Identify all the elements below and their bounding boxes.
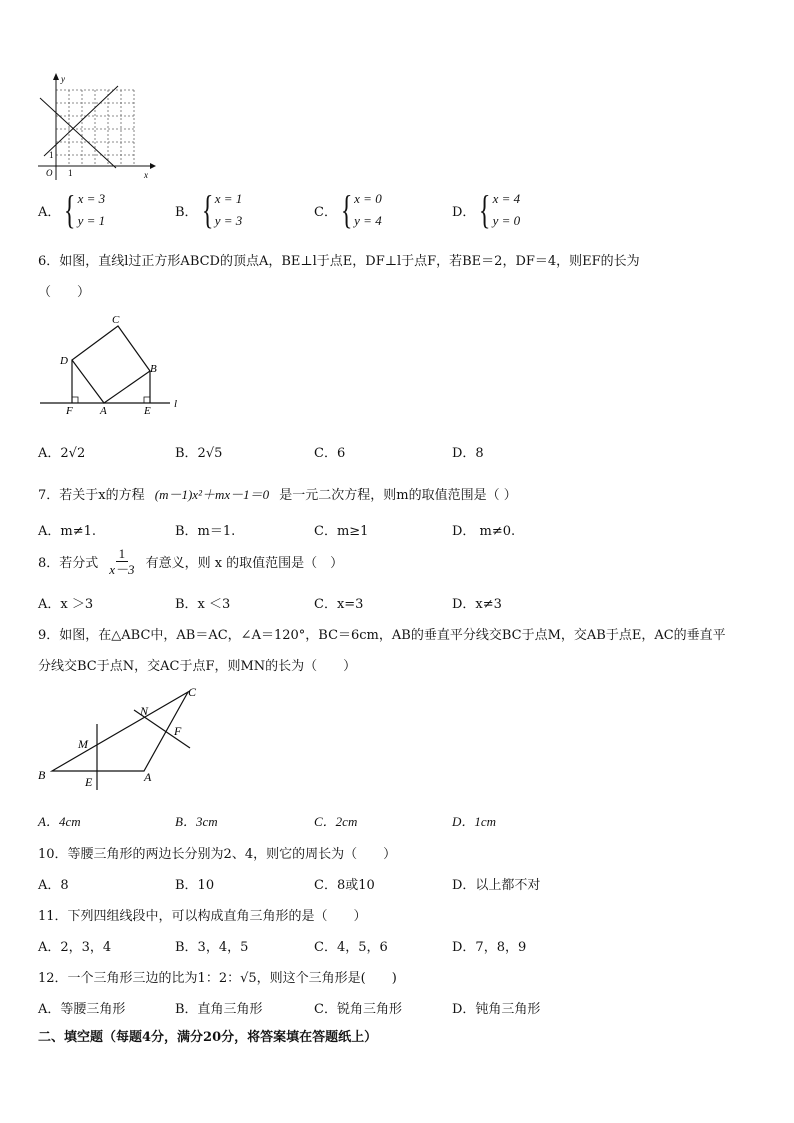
q8-option-b: B．x ＜3 [175,597,231,612]
q11-option-a: A．2，3，4 [38,940,112,955]
triangle-abc [52,692,188,771]
q7-stem [38,484,517,503]
x-unit-label: 1 [68,168,73,178]
q6-option-c: C．6 [314,446,346,461]
q6-stem-line-2: （ ） [38,285,91,300]
label-b: B [38,768,46,782]
option-letter: C． [314,204,337,220]
label-m: M [78,737,88,751]
q12-option-a: A．等腰三角形 [38,1002,126,1017]
q8-option-a: A．x ＞3 [38,597,94,612]
equation-2: y = 1 [77,213,106,228]
q10-option-d: D．以上都不对 [452,878,541,893]
equation-2: y = 0 [492,213,521,228]
q10-option-b: B．10 [175,878,215,893]
right-angle-e [144,397,150,403]
grid [56,90,134,166]
option-letter: D． [452,204,476,220]
q12-option-d: D．钝角三角形 [452,1002,541,1017]
q7-prefix: 7．若关于x的方程 [38,488,145,503]
q11-stem: 11．下列四组线段中，可以构成直角三角形的是（ ） [38,909,367,924]
y-axis-arrow [53,73,59,80]
line-2 [44,86,118,156]
q6-option-d: D．8 [452,446,484,461]
q11-option-b: B．3，4，5 [175,940,249,955]
label-a: A [100,405,107,417]
q8-prefix: 8．若分式 [38,556,99,571]
q8-option-c: C．x=3 [314,597,364,612]
q7-option-c: C．m≥1 [314,524,369,539]
q7-option-a: A．m≠1. [38,524,97,539]
q5-option-c: C． { x = 0 y = 4 [314,187,382,232]
label-a: A [144,770,152,784]
q5-option-d: D． { x = 4 y = 0 [452,187,521,232]
q6-square-figure [36,310,186,418]
q5-option-a: A． { x = 3 y = 1 [38,187,106,232]
fraction-numerator: 1 [116,546,129,562]
q10-stem: 10．等腰三角形的两边长分别为2、4，则它的周长为（ ） [38,847,397,862]
x-axis-label: x [144,170,148,180]
origin-label: O [46,168,53,178]
section-2-heading: 二、填空题（每题4分，满分20分，将答案填在答题纸上） [38,1030,378,1045]
q7-suffix: 是一元二次方程，则m的取值范围是（ ） [279,488,517,503]
q11-option-c: C．4，5，6 [314,940,388,955]
label-e: E [144,405,151,417]
q5-grid-figure [28,70,158,180]
q8-option-d: D．x≠3 [452,597,502,612]
equation-1: x = 0 [354,191,382,206]
q10-option-a: A．8 [38,878,69,893]
x-axis-arrow [150,163,156,169]
label-b: B [150,363,157,375]
q9-stem-line-1: 9．如图，在△ABC中，AB＝AC，∠A＝120°，BC＝6cm，AB的垂直平分线交BC于点M，交AB于点E，AC的垂直平 [38,628,726,643]
q6-stem-line-1: 6．如图，直线l过正方形ABCD的顶点A，BE⊥l于点E，DF⊥l于点F，若BE＝2，DF＝4，则EF的长为 [38,254,640,269]
q6-option-b: B．2√5 [175,446,223,461]
q8-fraction [106,546,137,577]
q9-option-c: C．2cm [314,814,358,829]
equation-2: y = 4 [354,213,382,228]
equation-1: x = 4 [492,191,521,206]
option-letter: B． [175,204,198,220]
q8-stem [38,546,343,577]
label-e: E [85,775,93,789]
q7-option-b: B．m＝1. [175,524,236,539]
q12-option-b: B．直角三角形 [175,1002,263,1017]
label-d: D [60,355,68,367]
q7-equation: (m－1)x²＋mx－1＝0 [154,487,270,502]
label-n: N [140,704,149,718]
q9-option-a: A．4cm [38,814,81,829]
q9-stem-line-2: 分线交BC于点N，交AC于点F，则MN的长为（ ） [38,659,357,674]
square-abcd [72,326,150,403]
q9-triangle-figure [30,682,210,794]
q5-option-b: B． { x = 1 y = 3 [175,187,243,232]
q8-suffix: 有意义，则 x 的取值范围是（ ） [145,556,344,571]
right-angle-f [72,397,78,403]
equation-1: x = 3 [77,191,106,206]
label-c: C [188,685,197,699]
q7-option-d: D． m≠0. [452,524,516,539]
label-l: l [174,398,178,410]
q12-option-c: C．锐角三角形 [314,1002,402,1017]
label-f: F [174,724,182,738]
q9-option-b: B．3cm [175,814,218,829]
option-letter: A． [38,204,61,220]
equation-2: y = 3 [214,213,243,228]
q9-option-d: D．1cm [452,814,497,829]
fraction-denominator: x－3 [109,562,135,577]
equation-1: x = 1 [214,191,243,206]
q11-option-d: D．7，8，9 [452,940,527,955]
q6-option-a: A．2√2 [38,446,86,461]
q10-option-c: C．8或10 [314,878,375,893]
label-c: C [112,314,120,326]
q12-stem: 12．一个三角形三边的比为1：2：√5，则这个三角形是( ) [38,971,397,986]
label-f: F [66,405,73,417]
y-axis-label: y [61,74,65,84]
y-unit-label: 1 [49,150,54,160]
